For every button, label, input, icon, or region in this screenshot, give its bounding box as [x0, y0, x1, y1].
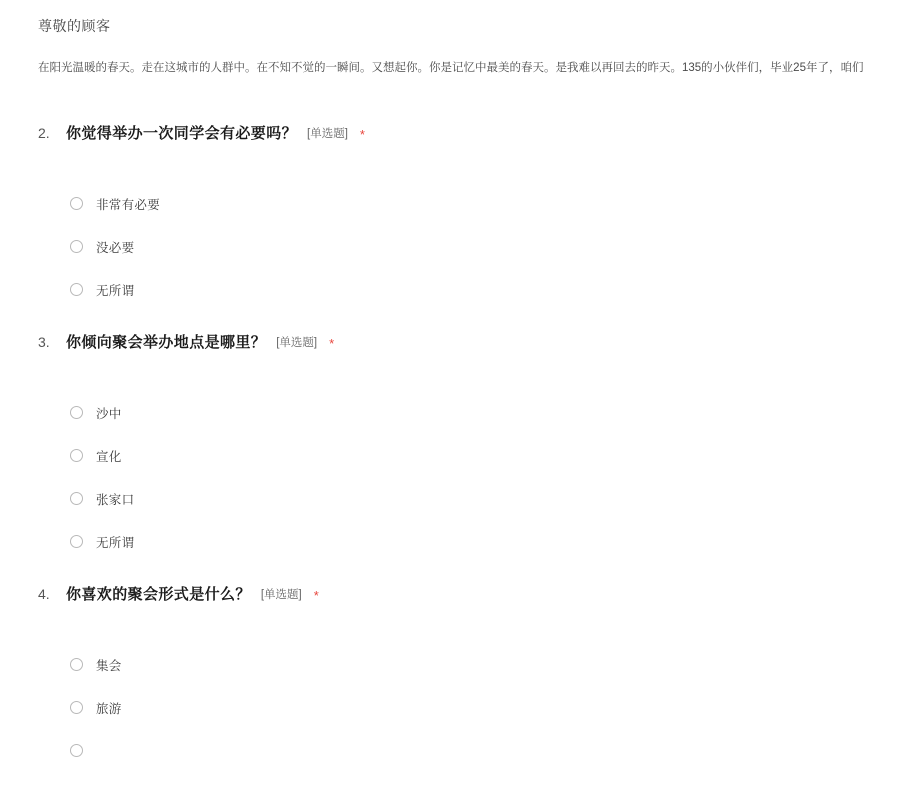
question-title-4: 你喜欢的聚会形式是什么？ [66, 586, 251, 603]
radio-icon[interactable] [70, 658, 83, 671]
question-number-3: 3. [38, 334, 50, 350]
option-label: 无所谓 [96, 283, 135, 298]
question-header-4 [0, 583, 900, 629]
radio-icon[interactable] [70, 197, 83, 210]
option-label: 旅游 [96, 701, 122, 716]
option-row[interactable] [70, 434, 900, 477]
required-marker-3: * [329, 336, 335, 351]
radio-icon[interactable] [70, 406, 83, 419]
option-row[interactable] [70, 643, 900, 686]
option-label: 集会 [96, 658, 122, 673]
question-title-3: 你倾向聚会举办地点是哪里？ [66, 334, 267, 351]
question-header-2 [0, 122, 900, 168]
question-type-3: [单选题] [276, 337, 318, 349]
option-row[interactable] [70, 268, 900, 311]
option-row[interactable] [70, 477, 900, 520]
option-label: 非常有必要 [96, 197, 161, 212]
question-number-2: 2. [38, 125, 50, 141]
required-marker-4: * [313, 588, 319, 603]
option-label: 沙中 [96, 406, 122, 421]
radio-icon[interactable] [70, 744, 83, 757]
question-block-3 [0, 331, 900, 577]
radio-icon[interactable] [70, 492, 83, 505]
radio-icon[interactable] [70, 449, 83, 462]
question-list [0, 122, 900, 778]
option-row[interactable] [70, 391, 900, 434]
options-4 [0, 629, 900, 772]
question-type-4: [单选题] [260, 589, 302, 601]
question-number-4: 4. [38, 586, 50, 602]
radio-icon[interactable] [70, 535, 83, 548]
option-row[interactable] [70, 520, 900, 563]
radio-icon[interactable] [70, 701, 83, 714]
survey-intro-text: 在阳光温暖的春天。走在这城市的人群中。在不知不觉的一瞬间。又想起你。你是记忆中最美的春天。是我难以再回去的昨天。135的小伙伴们，毕业25年了，咱们 [38, 62, 864, 74]
question-title-2: 你觉得举办一次同学会有必要吗？ [66, 125, 298, 142]
question-type-2: [单选题] [307, 128, 348, 140]
option-label: 张家口 [96, 492, 135, 507]
question-header-3 [0, 331, 900, 377]
option-label: 无所谓 [96, 535, 135, 550]
option-label: 没必要 [96, 240, 135, 255]
option-row[interactable] [70, 686, 900, 729]
radio-icon[interactable] [70, 283, 83, 296]
block-spacer [0, 563, 900, 577]
question-block-4 [0, 583, 900, 772]
option-row[interactable] [70, 729, 900, 772]
question-block-2 [0, 122, 900, 325]
radio-icon[interactable] [70, 240, 83, 253]
survey-greeting: 尊敬的顾客 [38, 18, 111, 34]
block-spacer [0, 311, 900, 325]
required-marker-2: * [359, 127, 365, 142]
option-row[interactable] [70, 225, 900, 268]
options-2 [0, 168, 900, 311]
option-row[interactable] [70, 182, 900, 225]
options-3 [0, 377, 900, 563]
option-label: 宣化 [96, 449, 122, 464]
